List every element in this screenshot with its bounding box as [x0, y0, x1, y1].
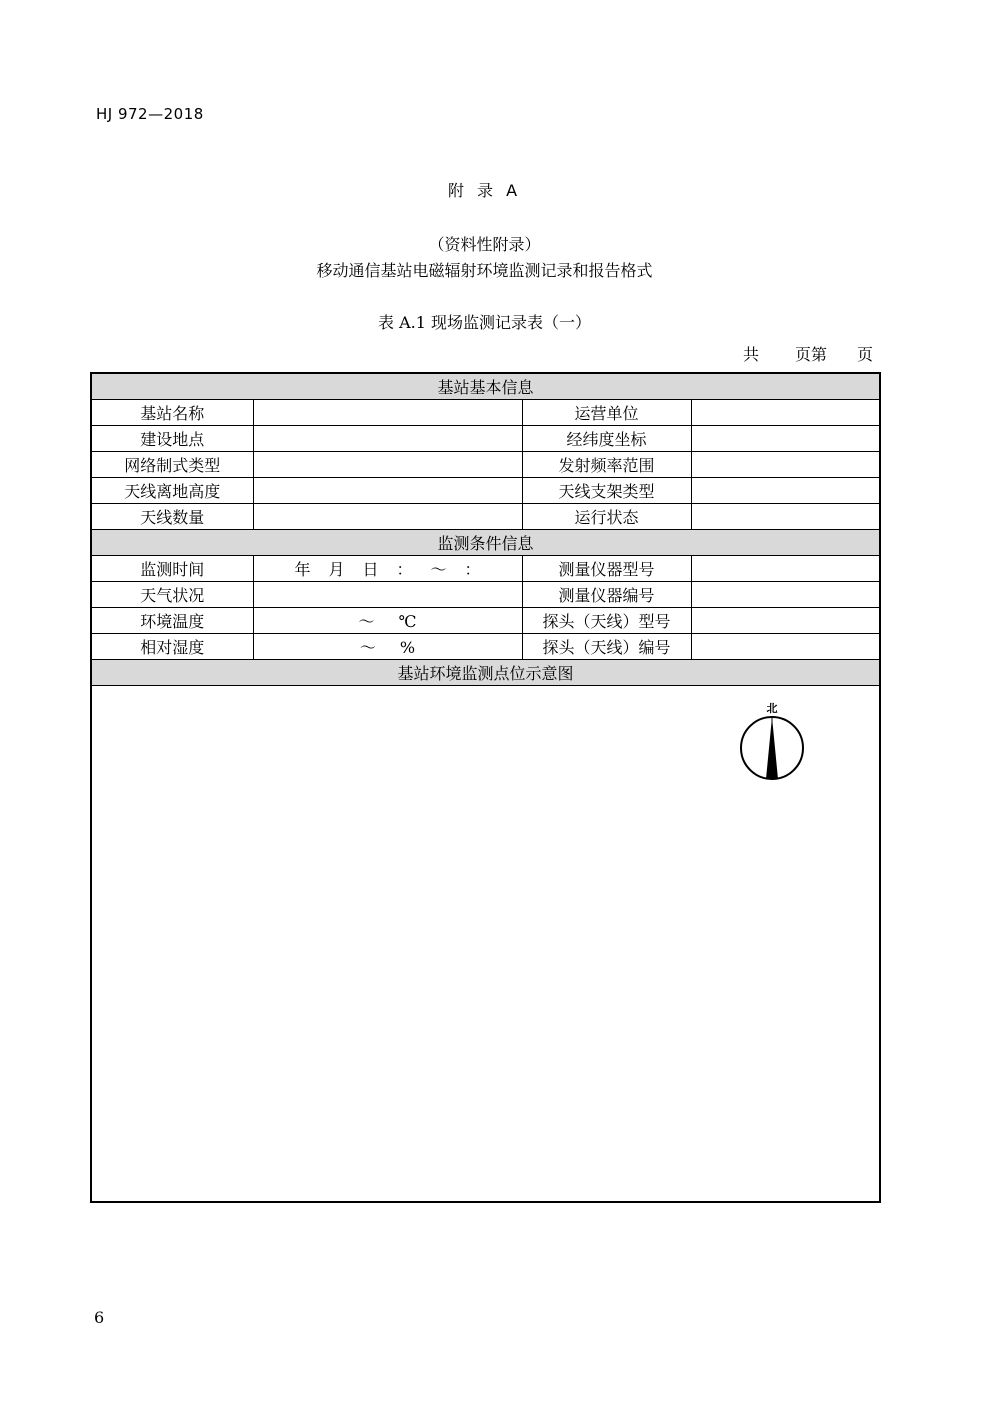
- field-value-cell[interactable]: [691, 556, 880, 582]
- section-basic-info: 基站基本信息: [91, 373, 880, 400]
- field-value-cell[interactable]: [253, 504, 522, 530]
- table-caption: 表 A.1 现场监测记录表（一）: [378, 313, 591, 332]
- section-conditions: 监测条件信息: [91, 530, 880, 556]
- field-label: 探头（天线）型号: [522, 608, 691, 634]
- day-label: 日: [362, 560, 379, 579]
- field-label: 运行状态: [522, 504, 691, 530]
- field-label: 发射频率范围: [522, 452, 691, 478]
- monitoring-time-cell[interactable]: [253, 556, 522, 582]
- field-value-cell[interactable]: [253, 400, 522, 426]
- page-number: 6: [94, 1308, 105, 1327]
- field-label: 天线离地高度: [91, 478, 253, 504]
- diagram-area[interactable]: [91, 686, 880, 1203]
- field-label: 探头（天线）编号: [522, 634, 691, 660]
- colon-start: ：: [396, 560, 413, 579]
- tilde: ～: [358, 612, 375, 631]
- standard-code: HJ 972—2018: [96, 105, 204, 123]
- field-label: 经纬度坐标: [522, 426, 691, 452]
- field-value-cell[interactable]: [691, 400, 880, 426]
- field-label: 运营单位: [522, 400, 691, 426]
- field-label: 建设地点: [91, 426, 253, 452]
- humidity-cell[interactable]: [253, 634, 522, 660]
- monitoring-record-table: [90, 372, 881, 1203]
- tilde: ～: [359, 638, 376, 657]
- field-value-cell[interactable]: [691, 608, 880, 634]
- field-label: 天线支架类型: [522, 478, 691, 504]
- month-label: 月: [328, 560, 345, 579]
- table-row: [91, 400, 880, 426]
- celsius-unit: ℃: [398, 612, 417, 631]
- north-compass-icon: [737, 700, 807, 782]
- percent-unit: %: [399, 638, 416, 657]
- tilde: ～: [430, 560, 447, 579]
- compass-north-label: 北: [766, 702, 778, 715]
- field-label: 测量仪器编号: [522, 582, 691, 608]
- field-label: 测量仪器型号: [522, 556, 691, 582]
- field-value-cell[interactable]: [253, 452, 522, 478]
- page-counter-page-label: 页第: [794, 345, 827, 364]
- year-label: 年: [294, 560, 311, 579]
- field-label: 相对湿度: [91, 634, 253, 660]
- colon-end: ：: [464, 560, 481, 579]
- page-counter-end-label: 页: [856, 345, 873, 364]
- table-row: [91, 426, 880, 452]
- field-label: 天线数量: [91, 504, 253, 530]
- field-label: 天气状况: [91, 582, 253, 608]
- field-value-cell[interactable]: [691, 582, 880, 608]
- table-row: [91, 478, 880, 504]
- field-value-cell[interactable]: [691, 452, 880, 478]
- field-value-cell[interactable]: [253, 478, 522, 504]
- table-row: [91, 582, 880, 608]
- field-label: 网络制式类型: [91, 452, 253, 478]
- temperature-cell[interactable]: [253, 608, 522, 634]
- section-diagram: 基站环境监测点位示意图: [91, 660, 880, 686]
- page-counter-total-label: 共: [742, 345, 759, 364]
- field-value-cell[interactable]: [691, 478, 880, 504]
- field-value-cell[interactable]: [691, 504, 880, 530]
- field-value-cell[interactable]: [691, 634, 880, 660]
- table-row: [91, 504, 880, 530]
- page-counter: [743, 342, 873, 365]
- field-value-cell[interactable]: [253, 582, 522, 608]
- table-row: [91, 556, 880, 582]
- field-label: 基站名称: [91, 400, 253, 426]
- appendix-title: 附 录 A: [447, 181, 522, 200]
- field-value-cell[interactable]: [253, 426, 522, 452]
- table-row: [91, 608, 880, 634]
- table-row: [91, 452, 880, 478]
- table-row: [91, 634, 880, 660]
- field-label: 环境温度: [91, 608, 253, 634]
- appendix-subtitle: 移动通信基站电磁辐射环境监测记录和报告格式: [316, 261, 653, 280]
- field-value-cell[interactable]: [691, 426, 880, 452]
- appendix-note: （资料性附录）: [428, 235, 541, 254]
- field-label: 监测时间: [91, 556, 253, 582]
